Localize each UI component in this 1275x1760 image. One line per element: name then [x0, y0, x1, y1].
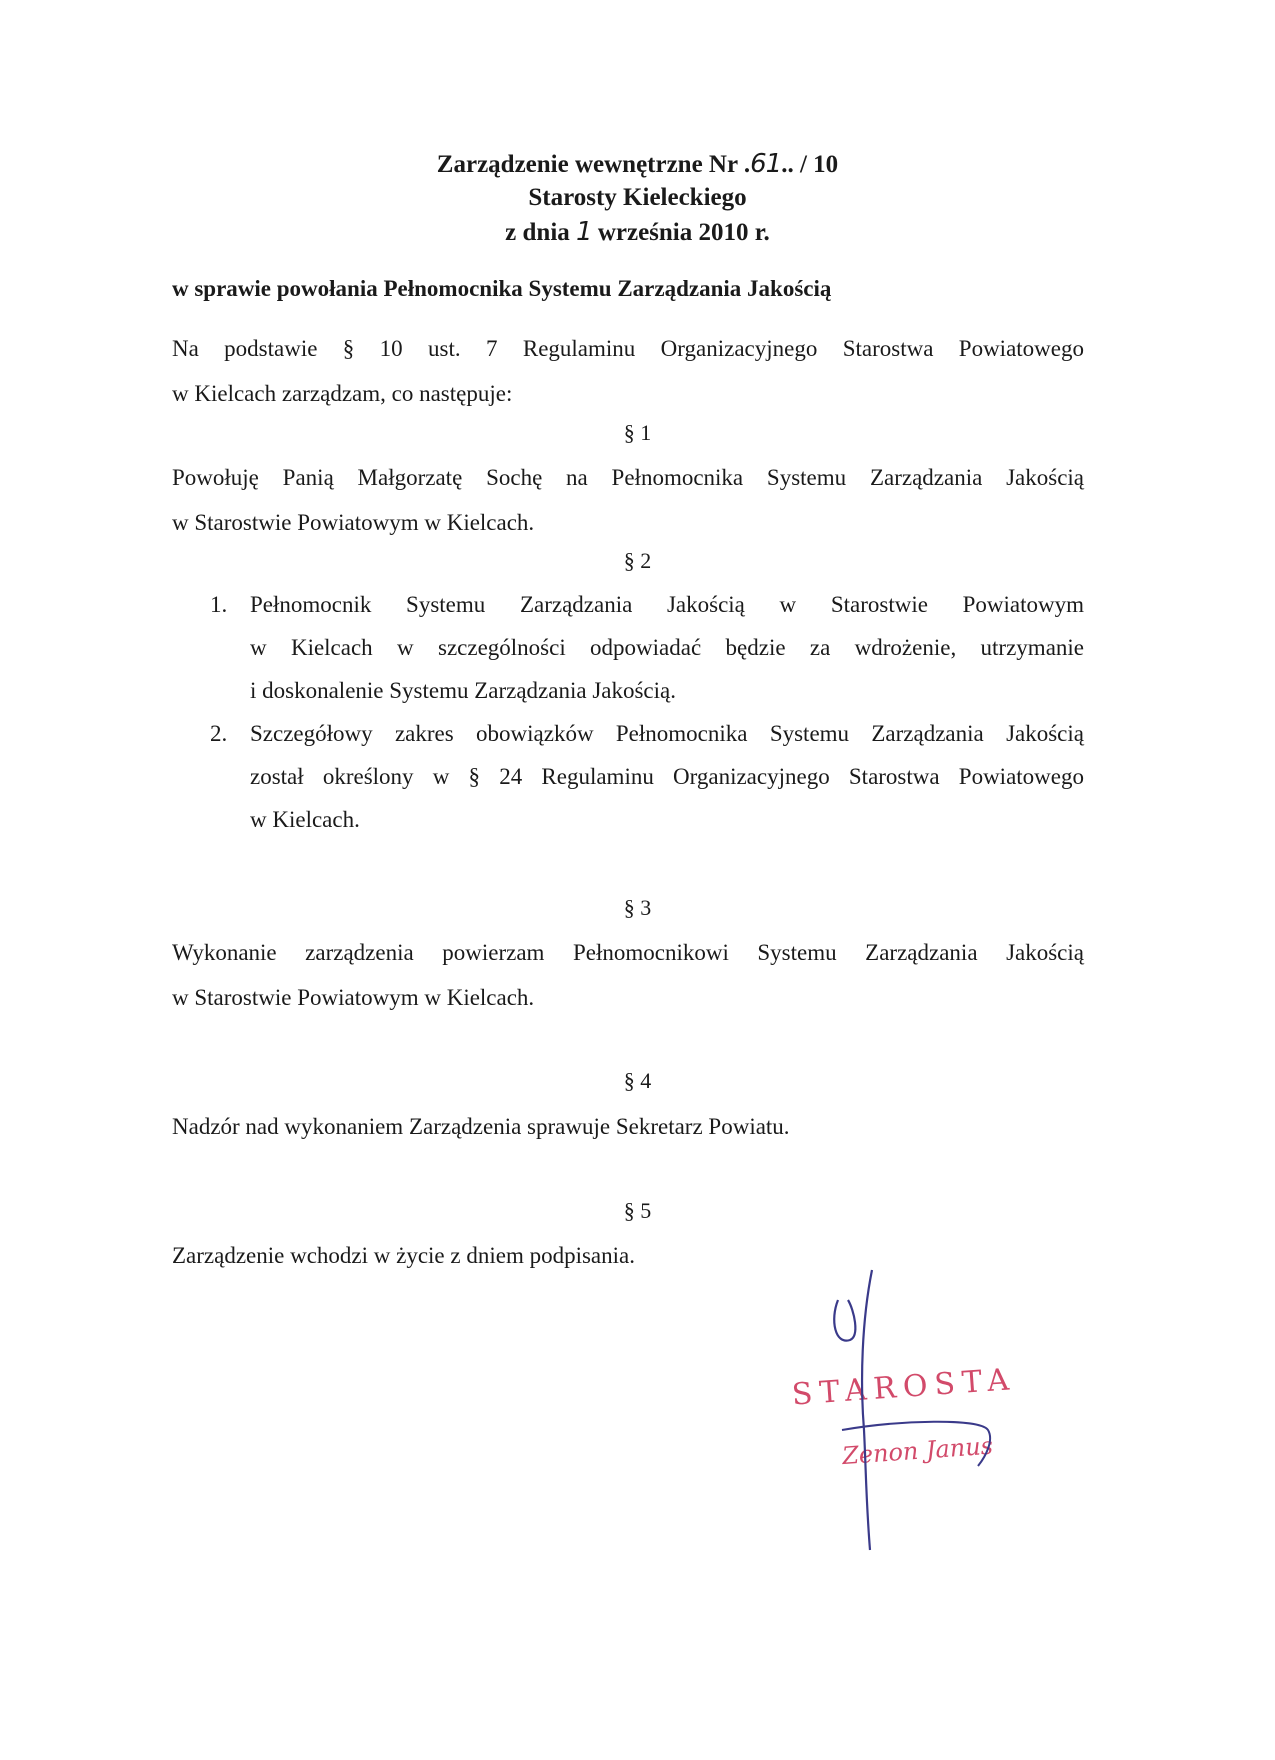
- preamble: [172, 326, 1084, 416]
- number-dots-right: ..: [781, 151, 794, 178]
- signature-loop: [834, 1300, 855, 1341]
- handwritten-number: 61: [750, 149, 782, 179]
- title-suffix: / 10: [799, 151, 839, 178]
- section-heading-1: § 1: [623, 420, 652, 445]
- document-subject: w sprawie powołania Pełnomocnika Systemu Zarządzania Jakością: [172, 276, 832, 301]
- section-line: w Starostwie Powiatowym w Kielcach.: [172, 985, 535, 1010]
- starosta-stamp-signature: [780, 1260, 1080, 1560]
- list-item-number: 1.: [210, 592, 228, 617]
- list-item: [210, 712, 1084, 841]
- section-3-text: [172, 930, 1084, 1020]
- stamp-title: STAROSTA: [790, 1362, 1018, 1413]
- list-item-number: 2.: [210, 721, 228, 746]
- title-line-3: [0, 216, 1275, 249]
- number-dots-left: .: [743, 151, 751, 178]
- section-heading-4: § 4: [623, 1068, 652, 1093]
- section-1-text: [172, 455, 1084, 545]
- list-item-line: Szczegółowy zakres obowiązków Pełnomocnika Systemu Zarządzania Jakością: [250, 721, 1084, 746]
- date-suffix: września 2010 r.: [597, 219, 770, 246]
- list-item-line: został określony w § 24 Regulaminu Organizacyjnego Starostwa Powiatowego: [250, 764, 1084, 789]
- list-item-line: i doskonalenie Systemu Zarządzania Jakością.: [250, 678, 676, 703]
- section-heading-3: § 3: [623, 895, 652, 920]
- section-line: Zarządzenie wchodzi w życie z dniem podpisania.: [172, 1243, 635, 1268]
- section-line: w Starostwie Powiatowym w Kielcach.: [172, 510, 535, 535]
- section-4-text: [172, 1104, 1084, 1149]
- section-heading-5: § 5: [623, 1198, 652, 1223]
- list-item-line: w Kielcach w szczególności odpowiadać będzie za wdrożenie, utrzymanie: [250, 635, 1084, 660]
- list-item-line: Pełnomocnik Systemu Zarządzania Jakością w Starostwie Powiatowym: [250, 592, 1084, 617]
- section-heading-2: § 2: [623, 548, 652, 573]
- preamble-line: w Kielcach zarządzam, co następuje:: [172, 381, 513, 406]
- stamp-name: Zenon Janus: [841, 1431, 994, 1471]
- section-line: Powołuję Panią Małgorzatę Sochę na Pełnomocnika Systemu Zarządzania Jakością: [172, 465, 1084, 490]
- date-prefix: z dnia: [505, 219, 570, 246]
- title-line-1: [0, 148, 1275, 181]
- title-line-2: Starosty Kieleckiego: [528, 184, 747, 211]
- section-line: Nadzór nad wykonaniem Zarządzenia sprawuje Sekretarz Powiatu.: [172, 1114, 790, 1139]
- list-item: [210, 583, 1084, 712]
- list-item-line: w Kielcach.: [250, 807, 360, 832]
- section-2-list: [210, 583, 1084, 841]
- title-prefix: Zarządzenie wewnętrzne Nr: [436, 151, 738, 178]
- preamble-line: Na podstawie § 10 ust. 7 Regulaminu Organizacyjnego Starostwa Powiatowego: [172, 336, 1084, 361]
- handwritten-day: 1: [576, 217, 592, 247]
- section-line: Wykonanie zarządzenia powierzam Pełnomocnikowi Systemu Zarządzania Jakością: [172, 940, 1084, 965]
- signature-stroke: [862, 1270, 872, 1550]
